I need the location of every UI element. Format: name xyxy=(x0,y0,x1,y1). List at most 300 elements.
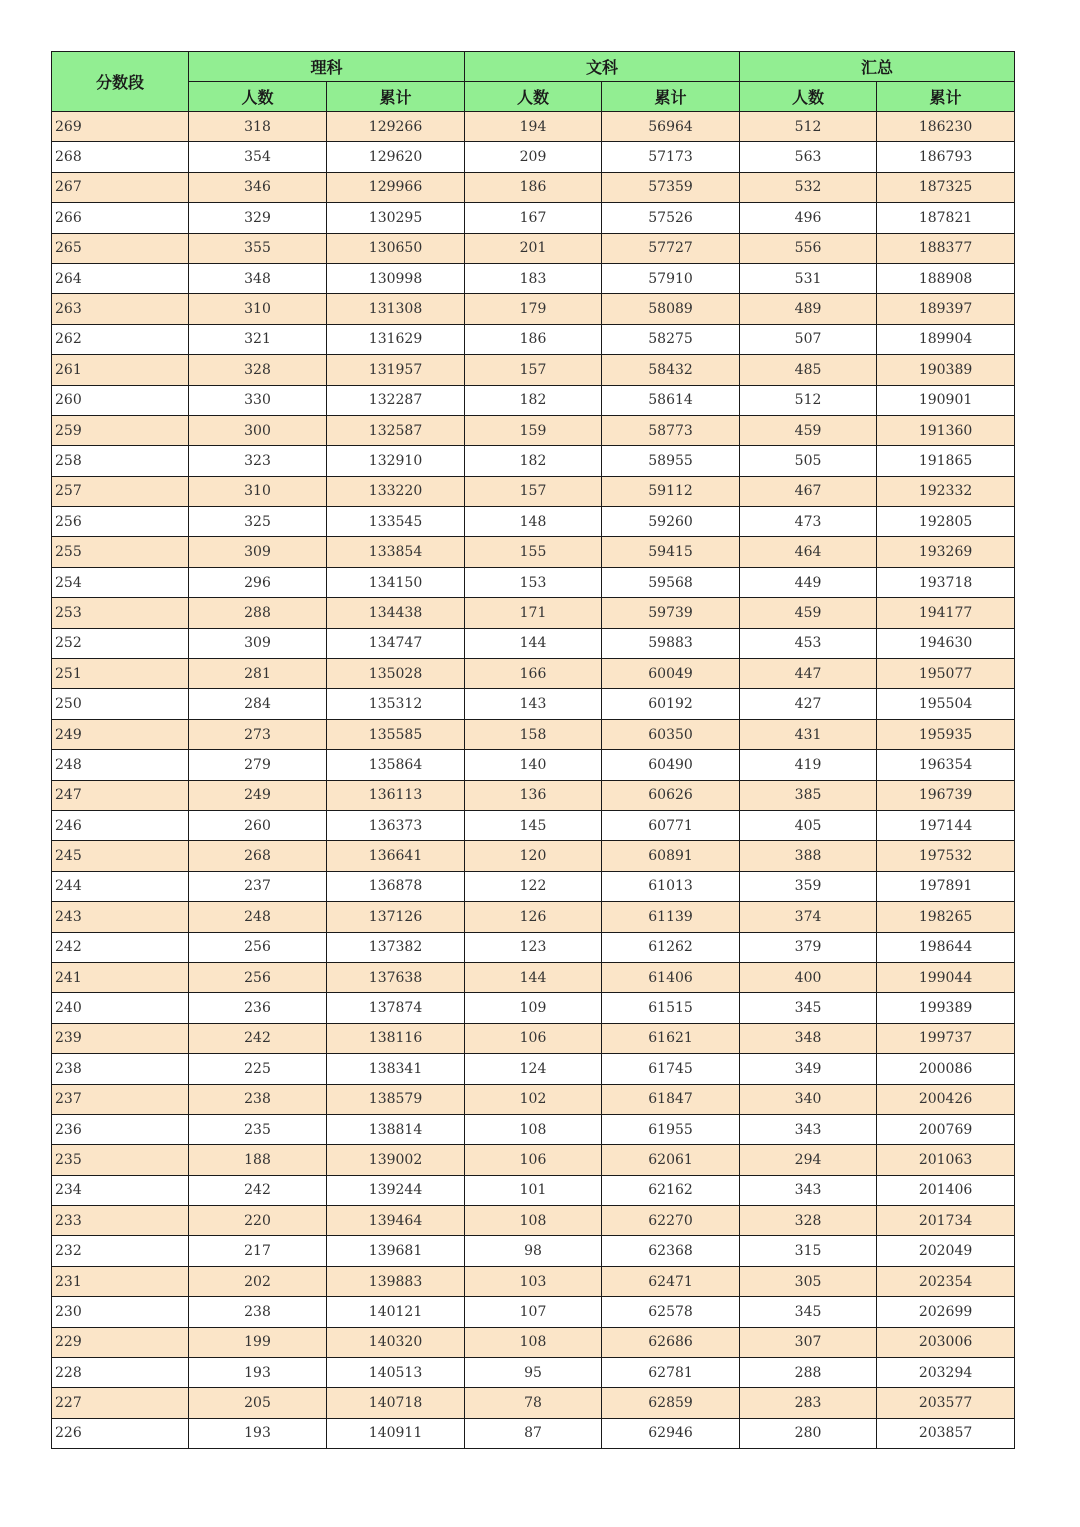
table-row xyxy=(52,1236,1015,1266)
score-cell: 230 xyxy=(52,1297,189,1327)
science-count-cell: 256 xyxy=(189,932,327,962)
science-count-cell: 256 xyxy=(189,962,327,992)
total-cumulative-cell: 202049 xyxy=(877,1236,1015,1266)
table-row xyxy=(52,1023,1015,1053)
liberal-arts-count-cell: 209 xyxy=(465,142,602,172)
table-body xyxy=(52,112,1015,1449)
total-cumulative-cell: 201063 xyxy=(877,1145,1015,1175)
science-count-cell: 242 xyxy=(189,1175,327,1205)
science-count-cell: 193 xyxy=(189,1358,327,1388)
science-cumulative-cell: 140911 xyxy=(327,1418,465,1448)
science-cumulative-cell: 139002 xyxy=(327,1145,465,1175)
total-cumulative-cell: 200086 xyxy=(877,1054,1015,1084)
total-cumulative-cell: 186793 xyxy=(877,142,1015,172)
table-row xyxy=(52,142,1015,172)
liberal-arts-cumulative-cell: 61515 xyxy=(602,993,740,1023)
table-row xyxy=(52,537,1015,567)
liberal-arts-cumulative-cell: 61955 xyxy=(602,1114,740,1144)
score-cell: 242 xyxy=(52,932,189,962)
total-cumulative-cell: 202699 xyxy=(877,1297,1015,1327)
score-cell: 228 xyxy=(52,1358,189,1388)
liberal-arts-count-cell: 123 xyxy=(465,932,602,962)
liberal-arts-count-cell: 136 xyxy=(465,780,602,810)
science-count-cell: 310 xyxy=(189,294,327,324)
total-cumulative-cell: 192332 xyxy=(877,476,1015,506)
science-cumulative-cell: 137382 xyxy=(327,932,465,962)
science-count-cell: 260 xyxy=(189,810,327,840)
liberal-arts-cumulative-cell: 59883 xyxy=(602,628,740,658)
total-count-header: 人数 xyxy=(740,82,877,112)
total-count-cell: 405 xyxy=(740,810,877,840)
science-cumulative-cell: 130295 xyxy=(327,203,465,233)
score-cell: 238 xyxy=(52,1054,189,1084)
score-cell: 245 xyxy=(52,841,189,871)
science-cumulative-cell: 134150 xyxy=(327,567,465,597)
score-cell: 258 xyxy=(52,446,189,476)
table-row xyxy=(52,598,1015,628)
science-cumulative-cell: 133545 xyxy=(327,507,465,537)
total-cumulative-cell: 199737 xyxy=(877,1023,1015,1053)
liberal-arts-cumulative-cell: 61847 xyxy=(602,1084,740,1114)
total-cumulative-cell: 197144 xyxy=(877,810,1015,840)
science-count-cell: 237 xyxy=(189,871,327,901)
science-count-header: 人数 xyxy=(189,82,327,112)
science-cumulative-cell: 129966 xyxy=(327,172,465,202)
total-cumulative-cell: 203577 xyxy=(877,1388,1015,1418)
total-cumulative-cell: 203006 xyxy=(877,1327,1015,1357)
score-cell: 249 xyxy=(52,719,189,749)
liberal-arts-count-cell: 140 xyxy=(465,750,602,780)
total-cumulative-cell: 192805 xyxy=(877,507,1015,537)
liberal-arts-cumulative-cell: 57359 xyxy=(602,172,740,202)
liberal-arts-count-cell: 166 xyxy=(465,659,602,689)
table-row xyxy=(52,628,1015,658)
score-cell: 246 xyxy=(52,810,189,840)
liberal-arts-cumulative-cell: 59739 xyxy=(602,598,740,628)
score-cell: 253 xyxy=(52,598,189,628)
score-cell: 266 xyxy=(52,203,189,233)
science-count-cell: 238 xyxy=(189,1084,327,1114)
header-row-subcolumns xyxy=(52,82,1015,112)
science-cumulative-cell: 136113 xyxy=(327,780,465,810)
science-count-cell: 225 xyxy=(189,1054,327,1084)
total-count-cell: 374 xyxy=(740,902,877,932)
score-cell: 247 xyxy=(52,780,189,810)
liberal-arts-count-cell: 182 xyxy=(465,446,602,476)
total-count-cell: 359 xyxy=(740,871,877,901)
science-count-cell: 355 xyxy=(189,233,327,263)
liberal-arts-count-cell: 122 xyxy=(465,871,602,901)
score-cell: 235 xyxy=(52,1145,189,1175)
score-cell: 239 xyxy=(52,1023,189,1053)
score-range-header: 分数段 xyxy=(52,52,189,112)
score-cell: 269 xyxy=(52,112,189,142)
liberal-arts-cumulative-cell: 60192 xyxy=(602,689,740,719)
total-cumulative-cell: 198644 xyxy=(877,932,1015,962)
science-cumulative-cell: 137874 xyxy=(327,993,465,1023)
science-count-cell: 354 xyxy=(189,142,327,172)
liberal-arts-count-cell: 103 xyxy=(465,1266,602,1296)
science-count-cell: 325 xyxy=(189,507,327,537)
science-count-cell: 236 xyxy=(189,993,327,1023)
liberal-arts-count-cell: 143 xyxy=(465,689,602,719)
science-cumulative-cell: 140718 xyxy=(327,1388,465,1418)
total-count-cell: 563 xyxy=(740,142,877,172)
liberal-arts-count-cell: 182 xyxy=(465,385,602,415)
total-cumulative-cell: 187325 xyxy=(877,172,1015,202)
liberal-arts-cumulative-cell: 58432 xyxy=(602,355,740,385)
table-row xyxy=(52,1114,1015,1144)
science-count-cell: 279 xyxy=(189,750,327,780)
liberal-arts-count-cell: 144 xyxy=(465,962,602,992)
science-cumulative-cell: 140121 xyxy=(327,1297,465,1327)
total-cumulative-cell: 197891 xyxy=(877,871,1015,901)
liberal-arts-cumulative-cell: 62368 xyxy=(602,1236,740,1266)
score-cell: 255 xyxy=(52,537,189,567)
science-count-cell: 288 xyxy=(189,598,327,628)
liberal-arts-cumulative-cell: 60350 xyxy=(602,719,740,749)
science-count-cell: 318 xyxy=(189,112,327,142)
science-cumulative-cell: 129620 xyxy=(327,142,465,172)
liberal-arts-count-cell: 194 xyxy=(465,112,602,142)
total-count-cell: 348 xyxy=(740,1023,877,1053)
science-cumulative-cell: 135312 xyxy=(327,689,465,719)
liberal-arts-cumulative-cell: 62471 xyxy=(602,1266,740,1296)
science-count-cell: 238 xyxy=(189,1297,327,1327)
table-row xyxy=(52,871,1015,901)
liberal-arts-cumulative-cell: 57910 xyxy=(602,263,740,293)
liberal-arts-count-cell: 148 xyxy=(465,507,602,537)
total-count-cell: 340 xyxy=(740,1084,877,1114)
liberal-arts-count-cell: 157 xyxy=(465,476,602,506)
total-count-cell: 556 xyxy=(740,233,877,263)
total-count-cell: 512 xyxy=(740,385,877,415)
score-cell: 232 xyxy=(52,1236,189,1266)
total-cumulative-cell: 193269 xyxy=(877,537,1015,567)
science-count-cell: 242 xyxy=(189,1023,327,1053)
score-cell: 234 xyxy=(52,1175,189,1205)
table-row xyxy=(52,294,1015,324)
score-cell: 268 xyxy=(52,142,189,172)
science-cumulative-cell: 139681 xyxy=(327,1236,465,1266)
science-count-cell: 329 xyxy=(189,203,327,233)
liberal-arts-cumulative-cell: 61139 xyxy=(602,902,740,932)
total-count-cell: 419 xyxy=(740,750,877,780)
liberal-arts-count-cell: 157 xyxy=(465,355,602,385)
liberal-arts-count-cell: 87 xyxy=(465,1418,602,1448)
science-count-cell: 346 xyxy=(189,172,327,202)
score-distribution-sheet xyxy=(51,51,1014,1449)
total-count-cell: 388 xyxy=(740,841,877,871)
total-count-cell: 512 xyxy=(740,112,877,142)
table-row xyxy=(52,385,1015,415)
liberal-arts-cumulative-cell: 60891 xyxy=(602,841,740,871)
liberal-arts-count-cell: 106 xyxy=(465,1145,602,1175)
liberal-arts-cumulative-cell: 59260 xyxy=(602,507,740,537)
liberal-arts-count-cell: 186 xyxy=(465,324,602,354)
science-count-cell: 193 xyxy=(189,1418,327,1448)
science-count-cell: 268 xyxy=(189,841,327,871)
total-count-cell: 427 xyxy=(740,689,877,719)
liberal-arts-count-cell: 126 xyxy=(465,902,602,932)
science-count-cell: 249 xyxy=(189,780,327,810)
liberal-arts-count-cell: 124 xyxy=(465,1054,602,1084)
total-cumulative-cell: 203294 xyxy=(877,1358,1015,1388)
table-row xyxy=(52,750,1015,780)
score-cell: 256 xyxy=(52,507,189,537)
total-cumulative-cell: 200426 xyxy=(877,1084,1015,1114)
science-count-cell: 202 xyxy=(189,1266,327,1296)
science-count-cell: 310 xyxy=(189,476,327,506)
total-count-cell: 489 xyxy=(740,294,877,324)
total-count-cell: 343 xyxy=(740,1114,877,1144)
science-cumulative-cell: 135028 xyxy=(327,659,465,689)
liberal-arts-cumulative-cell: 56964 xyxy=(602,112,740,142)
total-count-cell: 531 xyxy=(740,263,877,293)
score-cell: 236 xyxy=(52,1114,189,1144)
science-count-cell: 273 xyxy=(189,719,327,749)
score-cell: 251 xyxy=(52,659,189,689)
liberal-arts-count-cell: 201 xyxy=(465,233,602,263)
science-count-cell: 328 xyxy=(189,355,327,385)
science-cumulative-cell: 140513 xyxy=(327,1358,465,1388)
science-cumulative-cell: 130998 xyxy=(327,263,465,293)
science-cumulative-cell: 139244 xyxy=(327,1175,465,1205)
total-count-cell: 507 xyxy=(740,324,877,354)
score-cell: 231 xyxy=(52,1266,189,1296)
table-row xyxy=(52,1206,1015,1236)
liberal-arts-count-cell: 159 xyxy=(465,415,602,445)
table-row xyxy=(52,1418,1015,1448)
total-count-cell: 505 xyxy=(740,446,877,476)
liberal-arts-cumulative-cell: 59112 xyxy=(602,476,740,506)
liberal-arts-cumulative-cell: 61621 xyxy=(602,1023,740,1053)
total-cumulative-cell: 197532 xyxy=(877,841,1015,871)
table-row xyxy=(52,1084,1015,1114)
liberal-arts-count-cell: 101 xyxy=(465,1175,602,1205)
table-row xyxy=(52,1327,1015,1357)
science-count-cell: 199 xyxy=(189,1327,327,1357)
total-cumulative-cell: 201406 xyxy=(877,1175,1015,1205)
science-count-cell: 188 xyxy=(189,1145,327,1175)
liberal-arts-count-cell: 144 xyxy=(465,628,602,658)
table-row xyxy=(52,567,1015,597)
total-count-cell: 343 xyxy=(740,1175,877,1205)
total-cumulative-cell: 187821 xyxy=(877,203,1015,233)
score-cell: 233 xyxy=(52,1206,189,1236)
liberal-arts-count-cell: 171 xyxy=(465,598,602,628)
table-row xyxy=(52,841,1015,871)
science-cumulative-cell: 132910 xyxy=(327,446,465,476)
total-cumulative-cell: 195077 xyxy=(877,659,1015,689)
score-cell: 263 xyxy=(52,294,189,324)
score-cell: 261 xyxy=(52,355,189,385)
total-cumulative-cell: 191865 xyxy=(877,446,1015,476)
total-cumulative-cell: 200769 xyxy=(877,1114,1015,1144)
score-cell: 259 xyxy=(52,415,189,445)
score-cell: 250 xyxy=(52,689,189,719)
science-cumulative-cell: 137638 xyxy=(327,962,465,992)
science-count-cell: 281 xyxy=(189,659,327,689)
score-table xyxy=(51,51,1015,1449)
total-cumulative-cell: 199389 xyxy=(877,993,1015,1023)
total-cumulative-cell: 188908 xyxy=(877,263,1015,293)
science-count-cell: 235 xyxy=(189,1114,327,1144)
liberal-arts-count-cell: 155 xyxy=(465,537,602,567)
table-row xyxy=(52,962,1015,992)
score-cell: 229 xyxy=(52,1327,189,1357)
total-cumulative-cell: 198265 xyxy=(877,902,1015,932)
score-cell: 237 xyxy=(52,1084,189,1114)
total-count-cell: 473 xyxy=(740,507,877,537)
science-cumulative-cell: 138116 xyxy=(327,1023,465,1053)
science-cumulative-cell: 135864 xyxy=(327,750,465,780)
score-cell: 240 xyxy=(52,993,189,1023)
score-cell: 248 xyxy=(52,750,189,780)
science-cumulative-cell: 134747 xyxy=(327,628,465,658)
liberal-arts-cumulative-cell: 58955 xyxy=(602,446,740,476)
liberal-arts-count-cell: 183 xyxy=(465,263,602,293)
total-cumulative-cell: 203857 xyxy=(877,1418,1015,1448)
science-count-cell: 220 xyxy=(189,1206,327,1236)
total-count-cell: 345 xyxy=(740,1297,877,1327)
total-count-cell: 532 xyxy=(740,172,877,202)
total-cumulative-cell: 195504 xyxy=(877,689,1015,719)
total-cumulative-cell: 193718 xyxy=(877,567,1015,597)
total-count-cell: 280 xyxy=(740,1418,877,1448)
total-cumulative-cell: 190389 xyxy=(877,355,1015,385)
group-header-total: 汇总 xyxy=(740,52,1015,82)
total-count-cell: 485 xyxy=(740,355,877,385)
liberal-arts-cumulative-cell: 62946 xyxy=(602,1418,740,1448)
total-count-cell: 449 xyxy=(740,567,877,597)
liberal-arts-cumulative-cell: 58614 xyxy=(602,385,740,415)
total-cumulative-cell: 188377 xyxy=(877,233,1015,263)
table-row xyxy=(52,324,1015,354)
science-cumulative-cell: 132587 xyxy=(327,415,465,445)
liberal-arts-count-cell: 186 xyxy=(465,172,602,202)
total-cumulative-cell: 202354 xyxy=(877,1266,1015,1296)
total-cumulative-cell: 199044 xyxy=(877,962,1015,992)
table-row xyxy=(52,993,1015,1023)
header-row-groups xyxy=(52,52,1015,82)
liberal-arts-count-cell: 109 xyxy=(465,993,602,1023)
table-row xyxy=(52,810,1015,840)
science-cumulative-cell: 129266 xyxy=(327,112,465,142)
liberal-arts-count-cell: 153 xyxy=(465,567,602,597)
total-cumulative-cell: 196354 xyxy=(877,750,1015,780)
science-count-cell: 248 xyxy=(189,902,327,932)
liberal-arts-cumulative-cell: 59568 xyxy=(602,567,740,597)
science-count-cell: 296 xyxy=(189,567,327,597)
total-count-cell: 315 xyxy=(740,1236,877,1266)
liberal-arts-cumulative-cell: 62781 xyxy=(602,1358,740,1388)
total-cumulative-cell: 189904 xyxy=(877,324,1015,354)
liberal-arts-count-cell: 78 xyxy=(465,1388,602,1418)
table-row xyxy=(52,1054,1015,1084)
science-cumulative-cell: 130650 xyxy=(327,233,465,263)
liberal-arts-cumulative-cell: 60049 xyxy=(602,659,740,689)
liberal-arts-count-cell: 95 xyxy=(465,1358,602,1388)
science-cumulative-cell: 136641 xyxy=(327,841,465,871)
table-row xyxy=(52,203,1015,233)
table-row xyxy=(52,902,1015,932)
total-cumulative-cell: 195935 xyxy=(877,719,1015,749)
total-count-cell: 288 xyxy=(740,1358,877,1388)
score-cell: 260 xyxy=(52,385,189,415)
table-row xyxy=(52,507,1015,537)
liberal-arts-count-header: 人数 xyxy=(465,82,602,112)
science-count-cell: 205 xyxy=(189,1388,327,1418)
total-count-cell: 307 xyxy=(740,1327,877,1357)
science-cumulative-cell: 136878 xyxy=(327,871,465,901)
liberal-arts-cumulative-cell: 60626 xyxy=(602,780,740,810)
table-row xyxy=(52,1358,1015,1388)
science-count-cell: 284 xyxy=(189,689,327,719)
total-count-cell: 379 xyxy=(740,932,877,962)
liberal-arts-count-cell: 102 xyxy=(465,1084,602,1114)
liberal-arts-cumulative-cell: 62061 xyxy=(602,1145,740,1175)
science-cumulative-cell: 132287 xyxy=(327,385,465,415)
science-cumulative-cell: 133854 xyxy=(327,537,465,567)
total-cumulative-cell: 190901 xyxy=(877,385,1015,415)
liberal-arts-count-cell: 145 xyxy=(465,810,602,840)
liberal-arts-cumulative-cell: 58089 xyxy=(602,294,740,324)
liberal-arts-cumulative-cell: 60771 xyxy=(602,810,740,840)
science-count-cell: 300 xyxy=(189,415,327,445)
science-count-cell: 309 xyxy=(189,537,327,567)
total-count-cell: 453 xyxy=(740,628,877,658)
table-header xyxy=(52,52,1015,112)
science-cumulative-cell: 135585 xyxy=(327,719,465,749)
liberal-arts-cumulative-header: 累计 xyxy=(602,82,740,112)
science-cumulative-cell: 133220 xyxy=(327,476,465,506)
science-count-cell: 348 xyxy=(189,263,327,293)
science-count-cell: 323 xyxy=(189,446,327,476)
total-count-cell: 400 xyxy=(740,962,877,992)
liberal-arts-count-cell: 106 xyxy=(465,1023,602,1053)
liberal-arts-cumulative-cell: 57173 xyxy=(602,142,740,172)
science-cumulative-cell: 138579 xyxy=(327,1084,465,1114)
table-row xyxy=(52,1175,1015,1205)
total-count-cell: 283 xyxy=(740,1388,877,1418)
table-row xyxy=(52,1388,1015,1418)
liberal-arts-count-cell: 107 xyxy=(465,1297,602,1327)
total-cumulative-cell: 194177 xyxy=(877,598,1015,628)
score-cell: 241 xyxy=(52,962,189,992)
score-cell: 243 xyxy=(52,902,189,932)
table-row xyxy=(52,355,1015,385)
score-cell: 257 xyxy=(52,476,189,506)
table-row xyxy=(52,1266,1015,1296)
score-cell: 252 xyxy=(52,628,189,658)
table-row xyxy=(52,112,1015,142)
liberal-arts-count-cell: 120 xyxy=(465,841,602,871)
liberal-arts-cumulative-cell: 58275 xyxy=(602,324,740,354)
liberal-arts-cumulative-cell: 59415 xyxy=(602,537,740,567)
total-count-cell: 385 xyxy=(740,780,877,810)
liberal-arts-cumulative-cell: 57727 xyxy=(602,233,740,263)
score-cell: 267 xyxy=(52,172,189,202)
total-count-cell: 459 xyxy=(740,415,877,445)
science-cumulative-cell: 136373 xyxy=(327,810,465,840)
science-count-cell: 321 xyxy=(189,324,327,354)
table-row xyxy=(52,263,1015,293)
liberal-arts-cumulative-cell: 62270 xyxy=(602,1206,740,1236)
table-row xyxy=(52,932,1015,962)
table-row xyxy=(52,476,1015,506)
liberal-arts-count-cell: 179 xyxy=(465,294,602,324)
